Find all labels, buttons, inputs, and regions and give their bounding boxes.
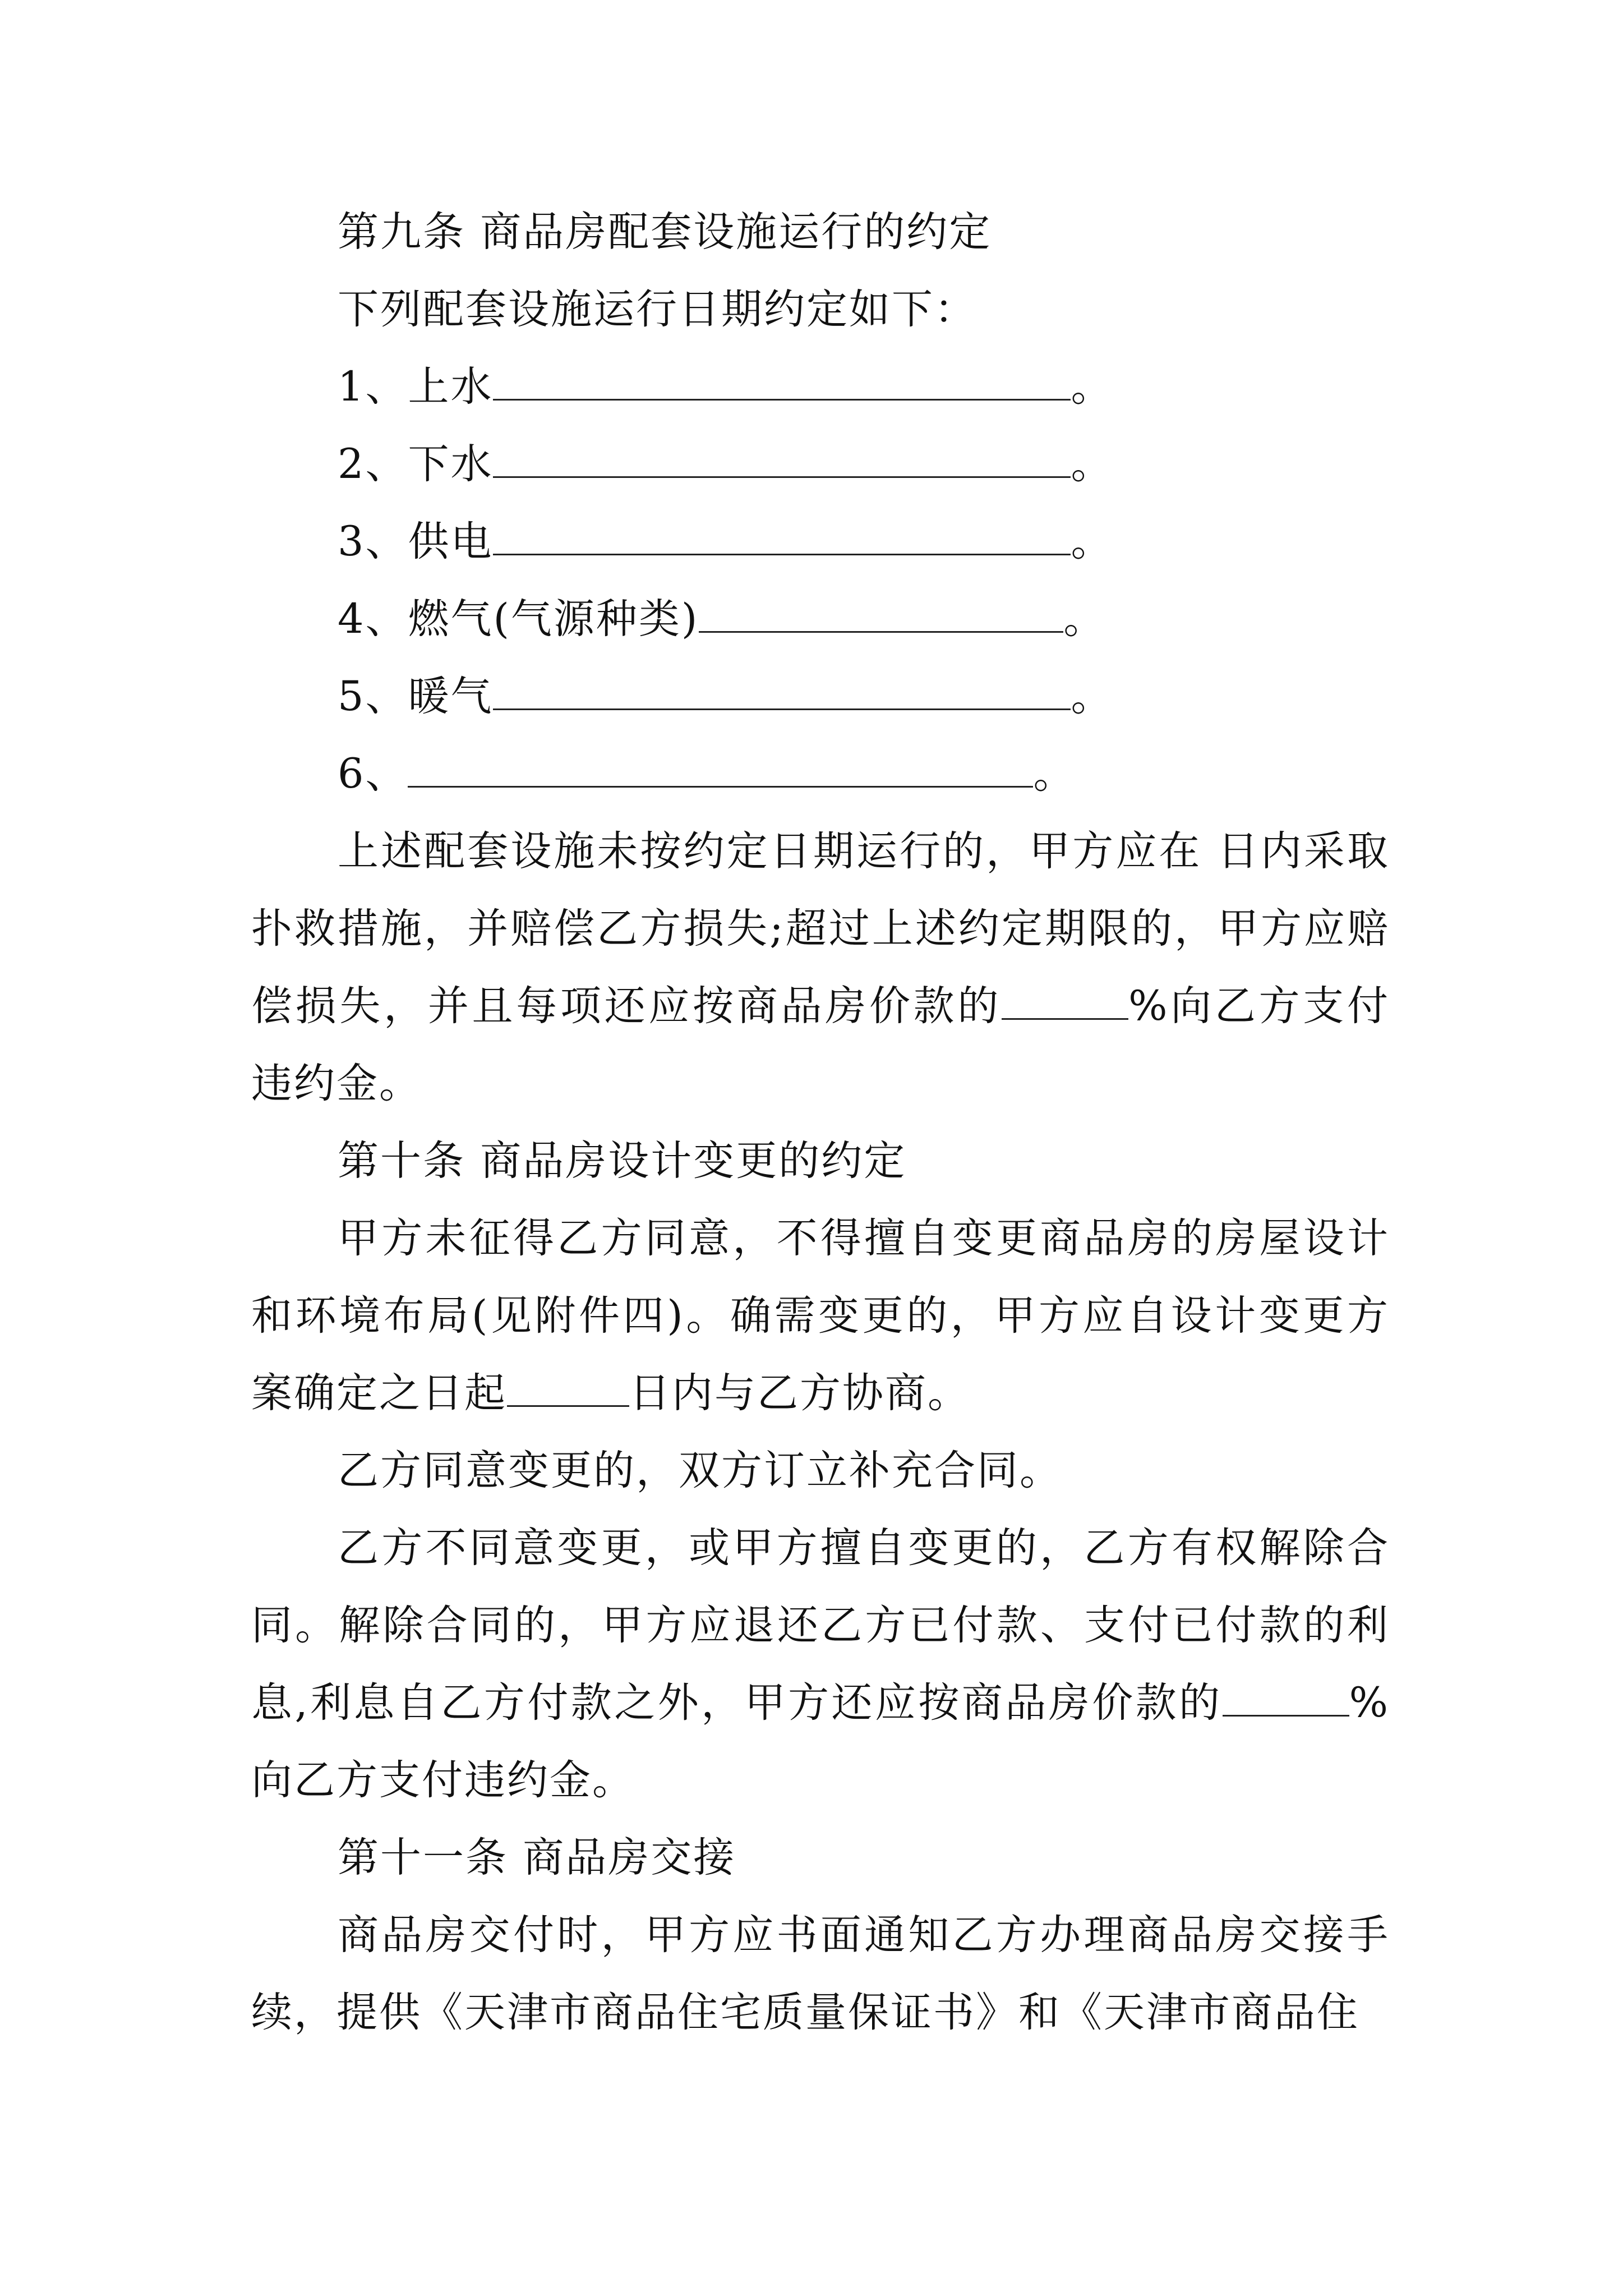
fill-blank [493, 443, 1071, 478]
article-10-heading: 第十条 商品房设计变更的约定 [338, 1137, 907, 1185]
facility-item-gas [251, 581, 1390, 658]
item-label: 4、燃气(气源种类) [338, 595, 699, 643]
item-label: 2、下水 [338, 440, 494, 488]
facility-item-water-supply [251, 348, 1390, 426]
item-label: 6、 [338, 750, 408, 798]
facility-item-other [251, 735, 1390, 813]
article-9-intro: 下列配套设施运行日期约定如下： [338, 286, 977, 333]
fill-blank [493, 675, 1071, 710]
paragraph-text: 乙方不同意变更，或甲方擅自变更的，乙方有权解除合同。解除合同的，甲方应退还乙方已付款、支付已付款的利息,利息自乙方付款之外，甲方还应按商品房价款的 [251, 1524, 1390, 1727]
article-11-heading: 第十一条 商品房交接 [338, 1834, 736, 1881]
fill-blank [1002, 984, 1128, 1020]
item-label: 1、上水 [338, 363, 494, 411]
fill-blank [493, 520, 1071, 555]
facility-item-drainage [251, 426, 1390, 503]
item-end: 。 [1033, 750, 1076, 798]
article-9-heading: 第九条 商品房配套设施运行的约定 [338, 208, 992, 256]
paragraph-text: 日内与乙方协商。 [629, 1369, 970, 1417]
fill-blank [408, 752, 1033, 788]
document-body [251, 194, 1390, 2051]
item-label: 3、供电 [338, 518, 494, 565]
article-10-paragraph-3 [251, 1510, 1390, 1819]
paragraph-text: %向乙方支付违约金。 [251, 1679, 1390, 1804]
fill-blank [507, 1372, 629, 1407]
fill-blank [1223, 1681, 1349, 1717]
item-end: 。 [1071, 440, 1114, 488]
item-label: 5、暖气 [338, 673, 494, 720]
item-end: 。 [1063, 595, 1106, 643]
article-10-paragraph-2: 乙方同意变更的，双方订立补充合同。 [338, 1447, 1062, 1494]
item-end: 。 [1071, 673, 1114, 720]
facility-item-electricity [251, 503, 1390, 581]
item-end: 。 [1071, 363, 1114, 411]
paragraph-text: %向乙方支付违约金。 [251, 982, 1390, 1107]
paragraph-text: 甲方未征得乙方同意，不得擅自变更商品房的房屋设计和环境布局(见附件四)。确需变更的，甲方应自设计变更方案确定之日起 [251, 1214, 1390, 1417]
item-end: 。 [1071, 518, 1114, 565]
facility-item-heating [251, 658, 1390, 735]
fill-blank [493, 365, 1071, 401]
fill-blank [699, 597, 1063, 633]
article-11-paragraph-1: 商品房交付时，甲方应书面通知乙方办理商品房交接手续，提供《天津市商品住宅质量保证书》和《天津市商品住 [251, 1911, 1390, 2036]
paragraph-text: 上述配套设施未按约定日期运行的，甲方应在 日内采取扑救措施，并赔偿乙方损失;超过上述约定期限的，甲方应赔偿损失，并且每项还应按商品房价款的 [251, 827, 1390, 1030]
article-10-paragraph-1 [251, 1200, 1390, 1432]
article-9-penalty-paragraph [251, 813, 1390, 1122]
